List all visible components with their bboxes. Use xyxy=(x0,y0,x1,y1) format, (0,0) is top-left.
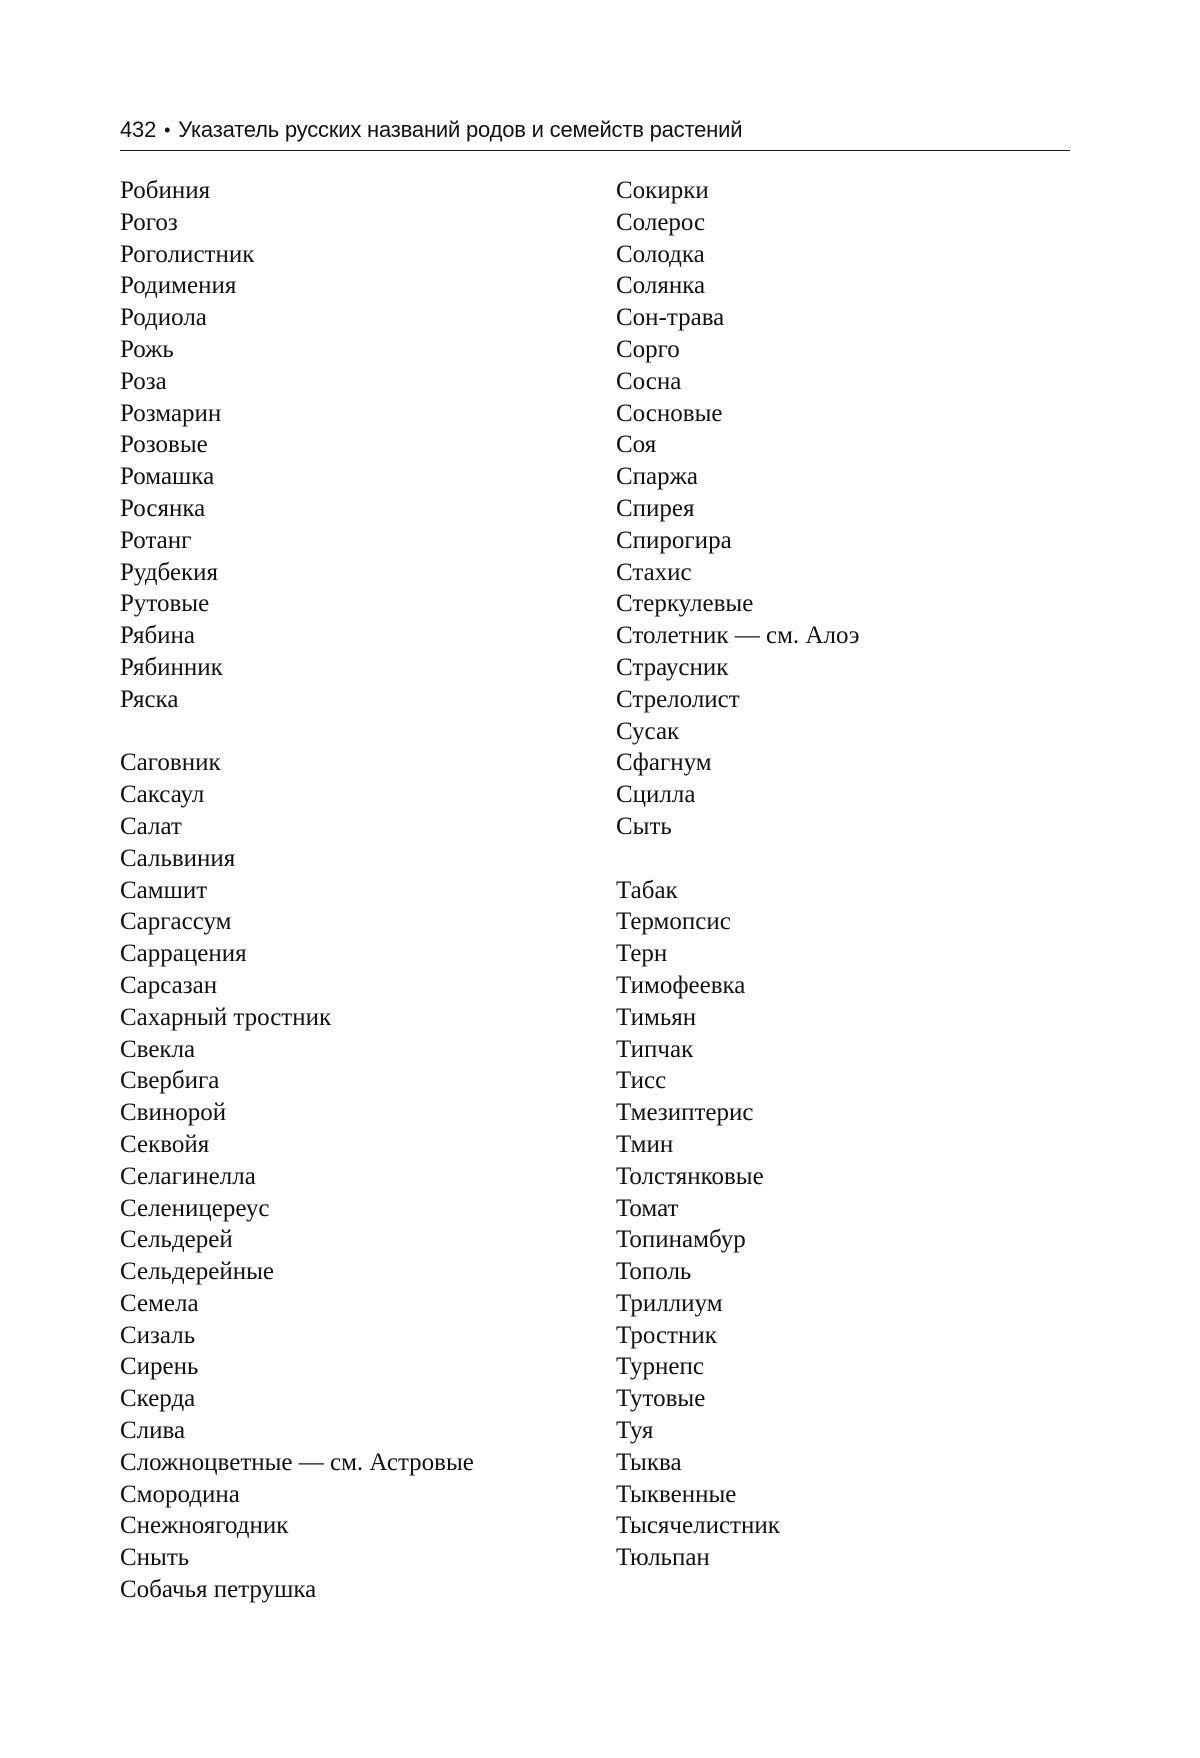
index-entry: Селеницереус xyxy=(120,1194,270,1222)
index-entry: Тюльпан xyxy=(616,1544,710,1572)
index-entry: Рогоз xyxy=(120,208,178,236)
index-entry: Соя xyxy=(616,431,657,459)
index-entry: Тополь xyxy=(616,1258,692,1286)
index-column-left xyxy=(120,175,474,1606)
index-entry: Родиола xyxy=(120,304,207,332)
index-entry: Табак xyxy=(616,876,678,904)
index-entry: Сложноцветные — см. Астровые xyxy=(120,1448,474,1476)
index-entry: Сельдерей xyxy=(120,1226,233,1254)
index-entry: Тимофеевка xyxy=(616,971,746,999)
bullet-separator: • xyxy=(164,120,171,140)
index-entry: Сизаль xyxy=(120,1321,196,1349)
letter-group-gap xyxy=(616,843,860,875)
index-entry: Снежноягодник xyxy=(120,1512,289,1540)
index-entry: Спирогира xyxy=(616,526,732,554)
index-entry: Сон-трава xyxy=(616,304,725,332)
index-entry: Толстянковые xyxy=(616,1162,764,1190)
index-entry: Робиния xyxy=(120,177,211,204)
index-entry: Солерос xyxy=(616,208,706,236)
index-entry: Терн xyxy=(616,940,668,968)
letter-group-gap xyxy=(120,716,474,748)
index-entry: Спаржа xyxy=(616,463,699,491)
index-entry: Тысячелистник xyxy=(616,1512,780,1540)
index-entry: Сныть xyxy=(120,1544,190,1572)
index-entry: Саррацения xyxy=(120,940,247,968)
index-entry: Собачья петрушка xyxy=(120,1576,317,1604)
index-entry: Слива xyxy=(120,1417,186,1445)
index-entry: Тутовые xyxy=(616,1385,706,1413)
running-head-title: Указатель русских названий родов и семейств растений xyxy=(178,117,743,142)
index-entry: Свинорой xyxy=(120,1099,227,1127)
index-entry: Топинамбур xyxy=(616,1226,746,1254)
index-entry: Сокирки xyxy=(616,177,709,204)
index-entry: Сахарный тростник xyxy=(120,1003,332,1031)
index-entry: Семела xyxy=(120,1289,199,1317)
index-entry: Сосновые xyxy=(616,399,723,427)
index-entry: Ротанг xyxy=(120,526,192,554)
index-entry: Солодка xyxy=(616,240,705,268)
index-entry: Типчак xyxy=(616,1035,694,1063)
index-entry: Сорго xyxy=(616,335,680,363)
index-entry: Турнепс xyxy=(616,1353,704,1381)
index-entry: Родимения xyxy=(120,272,237,300)
running-head xyxy=(120,114,1070,146)
index-entry: Саргассум xyxy=(120,908,232,936)
index-entry: Столетник — см. Алоэ xyxy=(616,622,860,650)
index-entry: Рябина xyxy=(120,622,196,650)
index-entry: Стрелолист xyxy=(616,685,740,713)
index-entry: Сарсазан xyxy=(120,971,218,999)
index-entry: Секвойя xyxy=(120,1130,210,1158)
index-entry: Термопсис xyxy=(616,908,731,936)
index-entry: Свербига xyxy=(120,1067,220,1095)
index-entry: Сфагнум xyxy=(616,749,712,777)
index-entry: Салат xyxy=(120,812,182,840)
index-entry: Смородина xyxy=(120,1480,240,1508)
index-entry: Саксаул xyxy=(120,781,205,809)
index-entry: Солянка xyxy=(616,272,706,300)
index-entry: Роза xyxy=(120,367,167,395)
index-entry: Тыква xyxy=(616,1448,682,1476)
index-entry: Рожь xyxy=(120,335,174,363)
index-entry: Рутовые xyxy=(120,590,210,618)
index-entry: Ромашка xyxy=(120,463,215,491)
index-entry: Тростник xyxy=(616,1321,717,1349)
index-entry: Росянка xyxy=(120,494,206,522)
index-entry: Селагинелла xyxy=(120,1162,256,1190)
index-entry: Свекла xyxy=(120,1035,196,1063)
index-entry: Тисс xyxy=(616,1067,667,1095)
index-entry: Розмарин xyxy=(120,399,222,427)
index-entry: Ряска xyxy=(120,685,179,713)
index-entry: Рудбекия xyxy=(120,558,219,586)
index-entry: Тмезиптерис xyxy=(616,1099,754,1127)
index-entry: Сцилла xyxy=(616,781,696,809)
index-entry: Стахис xyxy=(616,558,692,586)
index-entry: Тмин xyxy=(616,1130,674,1158)
index-entry: Саговник xyxy=(120,749,221,777)
header-rule xyxy=(120,150,1070,151)
index-entry: Стеркулевые xyxy=(616,590,754,618)
index-entry: Рябинник xyxy=(120,653,223,681)
index-entry: Туя xyxy=(616,1417,654,1445)
index-entry: Страусник xyxy=(616,653,729,681)
index-entry: Спирея xyxy=(616,494,695,522)
index-entry: Сирень xyxy=(120,1353,199,1381)
index-entry: Сельдерейные xyxy=(120,1258,275,1286)
index-entry: Сыть xyxy=(616,812,672,840)
index-entry: Роголистник xyxy=(120,240,255,268)
index-entry: Томат xyxy=(616,1194,679,1222)
page-number: 432 xyxy=(120,117,157,142)
index-column-right xyxy=(616,175,860,1574)
index-entry: Розовые xyxy=(120,431,208,459)
index-entry: Сальвиния xyxy=(120,844,236,872)
index-entry: Сосна xyxy=(616,367,682,395)
index-entry: Скерда xyxy=(120,1385,196,1413)
index-entry: Сусак xyxy=(616,717,680,745)
index-entry: Самшит xyxy=(120,876,208,904)
index-entry: Триллиум xyxy=(616,1289,723,1317)
index-entry: Тимьян xyxy=(616,1003,697,1031)
index-entry: Тыквенные xyxy=(616,1480,737,1508)
